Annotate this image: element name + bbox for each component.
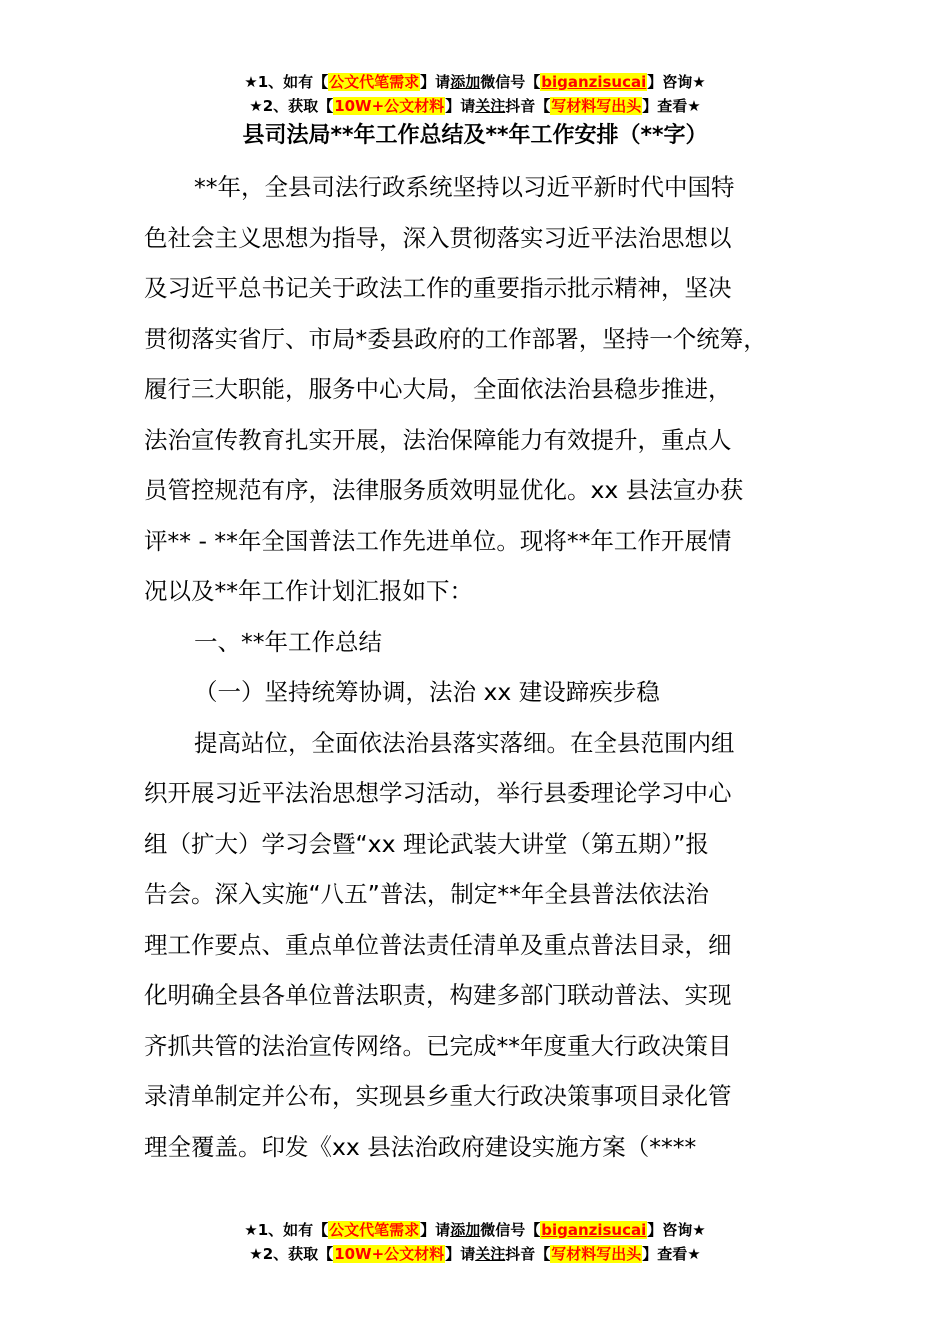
promo-wechat-id: biganzisucai [541, 73, 647, 91]
promo-text: 抖音【 [505, 1245, 551, 1263]
promo-highlight: 公文代笔需求 [329, 1221, 420, 1239]
promo-text: 】请 [445, 1245, 476, 1263]
promo-line-1 [0, 70, 950, 94]
document-body [144, 162, 834, 1172]
body-line: 评** - **年全国普法工作先进单位。现将**年工作开展情 [144, 526, 732, 555]
promo-text: 微信号【 [480, 73, 541, 91]
promo-text: 】咨询★ [647, 73, 706, 91]
promo-text: 】请 [420, 73, 451, 91]
top-promo-banner [0, 70, 950, 118]
promo-highlight: 10W+公文材料 [334, 97, 445, 115]
promo-text: ★2、获取【 [249, 97, 334, 115]
promo-underlined: 添加 [450, 1221, 481, 1239]
promo-highlight: 10W+公文材料 [334, 1245, 445, 1263]
promo-underlined: 添加 [450, 73, 481, 91]
promo-highlight: 写材料写出头 [551, 1245, 642, 1263]
body-line: 组（扩大）学习会暨“xx 理论武装大讲堂（第五期）”报 [144, 829, 709, 858]
promo-text: 微信号【 [480, 1221, 541, 1239]
promo-text: ★2、获取【 [249, 1245, 334, 1263]
promo-text: 】请 [445, 97, 476, 115]
promo-text: 】查看★ [642, 1245, 701, 1263]
promo-underlined: 关注 [475, 97, 506, 115]
body-line: 理工作要点、重点单位普法责任清单及重点普法目录，细 [144, 930, 732, 959]
body-line: 录清单制定并公布，实现县乡重大行政决策事项目录化管 [144, 1082, 732, 1110]
body-line: 织开展习近平法治思想学习活动，举行县委理论学习中心 [144, 779, 732, 807]
body-line: 告会。深入实施“八五”普法，制定**年全县普法依法治 [144, 880, 709, 908]
document-title: 县司法局**年工作总结及**年工作安排（**字） [242, 123, 708, 148]
promo-highlight: 写材料写出头 [551, 97, 642, 115]
body-line: 色社会主义思想为指导，深入贯彻落实习近平法治思想以 [144, 223, 732, 252]
promo-line-1 [0, 1218, 950, 1242]
body-line: 齐抓共管的法治宣传网络。已完成**年度重大行政决策目 [144, 1031, 732, 1060]
bottom-promo-banner [0, 1218, 950, 1266]
promo-text: ★1、如有【 [244, 73, 329, 91]
body-line: **年，全县司法行政系统坚持以习近平新时代中国特 [194, 173, 735, 201]
body-line: 员管控规范有序，法律服务质效明显优化。xx 县法宣办获 [144, 476, 744, 504]
body-line: 况以及**年工作计划汇报如下： [144, 577, 473, 605]
promo-text: 抖音【 [505, 97, 551, 115]
promo-underlined: 关注 [475, 1245, 506, 1263]
promo-highlight: 公文代笔需求 [329, 73, 420, 91]
section-heading: 一、**年工作总结 [194, 627, 382, 656]
promo-line-2 [0, 1242, 950, 1266]
promo-text: 】请 [420, 1221, 451, 1239]
body-line: 履行三大职能，服务中心大局，全面依法治县稳步推进， [144, 375, 732, 403]
subsection-heading: （一）坚持统筹协调，法治 xx 建设蹄疾步稳 [194, 678, 660, 706]
promo-line-2 [0, 94, 950, 118]
body-line: 提高站位，全面依法治县落实落细。在全县范围内组 [194, 728, 735, 757]
promo-text: 】咨询★ [647, 1221, 706, 1239]
promo-text: 】查看★ [642, 97, 701, 115]
promo-text: ★1、如有【 [244, 1221, 329, 1239]
body-line: 及习近平总书记关于政法工作的重要指示批示精神，坚决 [144, 274, 732, 302]
body-line: 法治宣传教育扎实开展，法治保障能力有效提升，重点人 [144, 425, 732, 454]
promo-wechat-id: biganzisucai [541, 1221, 647, 1239]
body-line: 理全覆盖。印发《xx 县法治政府建设实施方案（**** [144, 1132, 697, 1161]
body-line: 贯彻落实省厅、市局*委县政府的工作部署，坚持一个统筹， [144, 324, 767, 353]
body-line: 化明确全县各单位普法职责，构建多部门联动普法、实现 [144, 981, 732, 1009]
